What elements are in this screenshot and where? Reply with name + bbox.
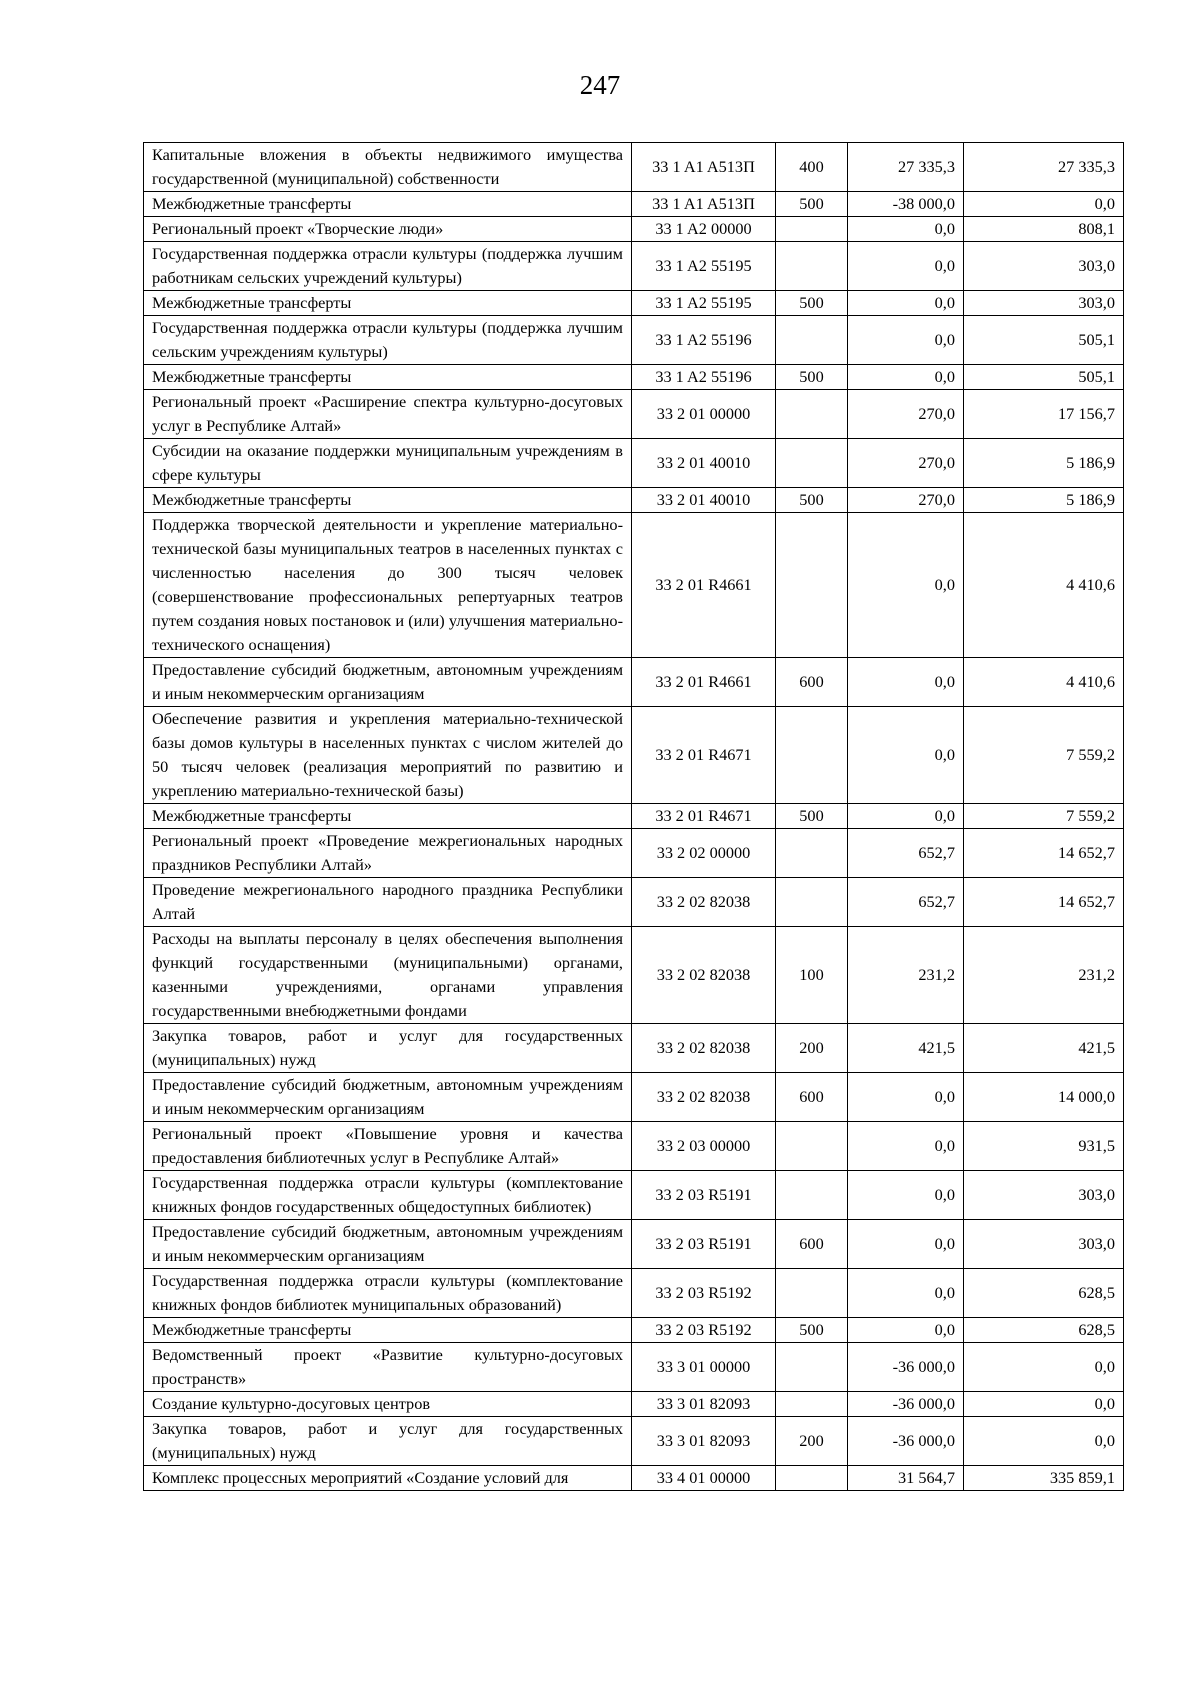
row-code-cell: 33 2 03 R5191 (632, 1171, 776, 1220)
row-code-cell: 33 1 A1 A513П (632, 192, 776, 217)
row-code-cell: 33 2 02 82038 (632, 878, 776, 927)
budget-table (143, 142, 1124, 1491)
row-code-cell: 33 1 A2 55195 (632, 242, 776, 291)
table-row (144, 1343, 1124, 1392)
row-amount-2-cell: 14 652,7 (964, 878, 1124, 927)
row-expense-type-cell: 600 (776, 658, 848, 707)
row-code-cell: 33 2 03 R5191 (632, 1220, 776, 1269)
table-row (144, 365, 1124, 390)
table-row (144, 878, 1124, 927)
row-amount-1-cell: 0,0 (848, 1171, 964, 1220)
table-row (144, 1171, 1124, 1220)
row-amount-2-cell: 4 410,6 (964, 658, 1124, 707)
row-amount-2-cell: 931,5 (964, 1122, 1124, 1171)
row-name-cell: Межбюджетные трансферты (144, 488, 632, 513)
row-name-cell: Комплекс процессных мероприятий «Создание условий для (144, 1466, 632, 1491)
table-row (144, 1318, 1124, 1343)
row-name-cell: Межбюджетные трансферты (144, 365, 632, 390)
row-expense-type-cell (776, 707, 848, 804)
budget-table-body (144, 143, 1124, 1491)
row-amount-2-cell: 231,2 (964, 927, 1124, 1024)
row-expense-type-cell: 500 (776, 804, 848, 829)
table-row (144, 513, 1124, 658)
row-name-cell: Создание культурно-досуговых центров (144, 1392, 632, 1417)
row-amount-2-cell: 303,0 (964, 242, 1124, 291)
row-name-cell: Закупка товаров, работ и услуг для государственных (муниципальных) нужд (144, 1417, 632, 1466)
table-row (144, 829, 1124, 878)
row-name-cell: Государственная поддержка отрасли культуры (комплектование книжных фондов библиотек муниципальных образований) (144, 1269, 632, 1318)
row-expense-type-cell: 400 (776, 143, 848, 192)
row-name-cell: Капитальные вложения в объекты недвижимого имущества государственной (муниципальной) собственности (144, 143, 632, 192)
table-row (144, 242, 1124, 291)
row-amount-2-cell: 7 559,2 (964, 707, 1124, 804)
row-amount-2-cell: 335 859,1 (964, 1466, 1124, 1491)
row-name-cell: Государственная поддержка отрасли культуры (поддержка лучшим работникам сельских учреждений культуры) (144, 242, 632, 291)
table-row (144, 316, 1124, 365)
row-amount-1-cell: 0,0 (848, 804, 964, 829)
table-row (144, 1122, 1124, 1171)
row-expense-type-cell (776, 242, 848, 291)
row-amount-2-cell: 303,0 (964, 291, 1124, 316)
row-amount-1-cell: 31 564,7 (848, 1466, 964, 1491)
row-code-cell: 33 3 01 82093 (632, 1392, 776, 1417)
row-amount-1-cell: 0,0 (848, 1269, 964, 1318)
row-expense-type-cell (776, 1392, 848, 1417)
row-expense-type-cell (776, 878, 848, 927)
row-amount-1-cell: -36 000,0 (848, 1392, 964, 1417)
row-amount-1-cell: 270,0 (848, 488, 964, 513)
row-name-cell: Ведомственный проект «Развитие культурно-досуговых пространств» (144, 1343, 632, 1392)
row-amount-1-cell: 0,0 (848, 365, 964, 390)
row-amount-1-cell: 231,2 (848, 927, 964, 1024)
row-expense-type-cell: 500 (776, 488, 848, 513)
row-code-cell: 33 3 01 82093 (632, 1417, 776, 1466)
row-expense-type-cell: 200 (776, 1417, 848, 1466)
row-amount-1-cell: 270,0 (848, 439, 964, 488)
row-name-cell: Региональный проект «Проведение межрегиональных народных праздников Республики Алтай» (144, 829, 632, 878)
table-row (144, 439, 1124, 488)
row-amount-2-cell: 303,0 (964, 1220, 1124, 1269)
row-code-cell: 33 2 01 40010 (632, 439, 776, 488)
row-expense-type-cell (776, 390, 848, 439)
row-amount-2-cell: 5 186,9 (964, 488, 1124, 513)
row-name-cell: Предоставление субсидий бюджетным, автономным учреждениям и иным некоммерческим организациям (144, 1073, 632, 1122)
row-amount-1-cell: 652,7 (848, 878, 964, 927)
row-amount-1-cell: 0,0 (848, 242, 964, 291)
row-amount-1-cell: 421,5 (848, 1024, 964, 1073)
row-code-cell: 33 2 01 R4661 (632, 658, 776, 707)
row-expense-type-cell (776, 829, 848, 878)
row-amount-2-cell: 17 156,7 (964, 390, 1124, 439)
table-row (144, 804, 1124, 829)
row-name-cell: Межбюджетные трансферты (144, 192, 632, 217)
row-name-cell: Предоставление субсидий бюджетным, автономным учреждениям и иным некоммерческим организациям (144, 1220, 632, 1269)
row-code-cell: 33 2 01 00000 (632, 390, 776, 439)
row-code-cell: 33 3 01 00000 (632, 1343, 776, 1392)
row-amount-2-cell: 628,5 (964, 1269, 1124, 1318)
row-expense-type-cell: 500 (776, 291, 848, 316)
row-amount-2-cell: 505,1 (964, 365, 1124, 390)
row-amount-2-cell: 0,0 (964, 1392, 1124, 1417)
table-row (144, 707, 1124, 804)
row-name-cell: Государственная поддержка отрасли культуры (комплектование книжных фондов государственных общедоступных библиотек) (144, 1171, 632, 1220)
row-amount-2-cell: 421,5 (964, 1024, 1124, 1073)
row-expense-type-cell: 500 (776, 192, 848, 217)
table-row (144, 143, 1124, 192)
row-code-cell: 33 2 03 R5192 (632, 1269, 776, 1318)
table-row (144, 1220, 1124, 1269)
row-amount-2-cell: 0,0 (964, 1343, 1124, 1392)
row-expense-type-cell: 600 (776, 1073, 848, 1122)
row-code-cell: 33 2 03 R5192 (632, 1318, 776, 1343)
table-row (144, 927, 1124, 1024)
row-name-cell: Проведение межрегионального народного праздника Республики Алтай (144, 878, 632, 927)
row-amount-2-cell: 5 186,9 (964, 439, 1124, 488)
row-amount-1-cell: 0,0 (848, 1318, 964, 1343)
row-code-cell: 33 1 A2 55195 (632, 291, 776, 316)
row-amount-1-cell: 0,0 (848, 707, 964, 804)
table-row (144, 192, 1124, 217)
row-amount-2-cell: 505,1 (964, 316, 1124, 365)
row-name-cell: Межбюджетные трансферты (144, 804, 632, 829)
row-amount-1-cell: 270,0 (848, 390, 964, 439)
row-name-cell: Поддержка творческой деятельности и укрепление материально-технической базы муниципальных театров в населенных пунктах с численностью населения до 300 тысяч человек (совершенствование профессиональных репертуарных театров путем создания новых постановок и (или) улучшения материально-технического оснащения) (144, 513, 632, 658)
row-code-cell: 33 1 A2 55196 (632, 365, 776, 390)
table-row (144, 1269, 1124, 1318)
row-code-cell: 33 2 02 00000 (632, 829, 776, 878)
row-name-cell: Предоставление субсидий бюджетным, автономным учреждениям и иным некоммерческим организациям (144, 658, 632, 707)
row-code-cell: 33 4 01 00000 (632, 1466, 776, 1491)
row-expense-type-cell: 500 (776, 365, 848, 390)
table-row (144, 1417, 1124, 1466)
table-row (144, 217, 1124, 242)
row-name-cell: Межбюджетные трансферты (144, 291, 632, 316)
row-name-cell: Региональный проект «Творческие люди» (144, 217, 632, 242)
row-expense-type-cell: 500 (776, 1318, 848, 1343)
row-expense-type-cell (776, 316, 848, 365)
row-amount-1-cell: 0,0 (848, 658, 964, 707)
row-amount-1-cell: 0,0 (848, 513, 964, 658)
row-amount-1-cell: 27 335,3 (848, 143, 964, 192)
page-number: 247 (579, 70, 621, 100)
row-name-cell: Региональный проект «Повышение уровня и качества предоставления библиотечных услуг в Республике Алтай» (144, 1122, 632, 1171)
row-expense-type-cell (776, 1122, 848, 1171)
table-row (144, 658, 1124, 707)
row-expense-type-cell (776, 1466, 848, 1491)
row-amount-2-cell: 808,1 (964, 217, 1124, 242)
row-name-cell: Межбюджетные трансферты (144, 1318, 632, 1343)
table-row (144, 390, 1124, 439)
row-code-cell: 33 2 02 82038 (632, 1024, 776, 1073)
row-amount-1-cell: -36 000,0 (848, 1343, 964, 1392)
row-expense-type-cell (776, 1269, 848, 1318)
row-code-cell: 33 2 01 R4661 (632, 513, 776, 658)
row-code-cell: 33 2 01 40010 (632, 488, 776, 513)
row-name-cell: Расходы на выплаты персоналу в целях обеспечения выполнения функций государственными (муниципальными) органами, казенными учреждениями, органами управления государственными внебюджетными фондами (144, 927, 632, 1024)
table-row (144, 1392, 1124, 1417)
row-amount-1-cell: -38 000,0 (848, 192, 964, 217)
row-expense-type-cell (776, 513, 848, 658)
row-amount-2-cell: 27 335,3 (964, 143, 1124, 192)
row-code-cell: 33 2 02 82038 (632, 927, 776, 1024)
row-amount-1-cell: 652,7 (848, 829, 964, 878)
table-row (144, 1073, 1124, 1122)
row-code-cell: 33 2 01 R4671 (632, 707, 776, 804)
row-amount-1-cell: 0,0 (848, 1073, 964, 1122)
row-amount-2-cell: 628,5 (964, 1318, 1124, 1343)
row-amount-2-cell: 0,0 (964, 192, 1124, 217)
row-amount-1-cell: 0,0 (848, 217, 964, 242)
row-expense-type-cell: 600 (776, 1220, 848, 1269)
row-name-cell: Государственная поддержка отрасли культуры (поддержка лучшим сельским учреждениям культуры) (144, 316, 632, 365)
row-expense-type-cell (776, 1343, 848, 1392)
table-row (144, 1466, 1124, 1491)
row-name-cell: Закупка товаров, работ и услуг для государственных (муниципальных) нужд (144, 1024, 632, 1073)
row-amount-1-cell: 0,0 (848, 291, 964, 316)
table-row (144, 1024, 1124, 1073)
row-name-cell: Обеспечение развития и укрепления материально-технической базы домов культуры в населенных пунктах с числом жителей до 50 тысяч человек (реализация мероприятий по развитию и укреплению материально-технической базы) (144, 707, 632, 804)
row-code-cell: 33 1 A1 A513П (632, 143, 776, 192)
row-name-cell: Субсидии на оказание поддержки муниципальным учреждениям в сфере культуры (144, 439, 632, 488)
row-expense-type-cell (776, 1171, 848, 1220)
row-amount-2-cell: 7 559,2 (964, 804, 1124, 829)
row-amount-1-cell: 0,0 (848, 1220, 964, 1269)
row-code-cell: 33 2 03 00000 (632, 1122, 776, 1171)
table-row (144, 291, 1124, 316)
row-amount-1-cell: 0,0 (848, 316, 964, 365)
row-amount-2-cell: 14 652,7 (964, 829, 1124, 878)
row-amount-1-cell: -36 000,0 (848, 1417, 964, 1466)
row-amount-2-cell: 303,0 (964, 1171, 1124, 1220)
row-code-cell: 33 1 A2 00000 (632, 217, 776, 242)
row-amount-2-cell: 0,0 (964, 1417, 1124, 1466)
row-amount-2-cell: 14 000,0 (964, 1073, 1124, 1122)
row-amount-1-cell: 0,0 (848, 1122, 964, 1171)
table-row (144, 488, 1124, 513)
row-amount-2-cell: 4 410,6 (964, 513, 1124, 658)
row-expense-type-cell (776, 217, 848, 242)
row-name-cell: Региональный проект «Расширение спектра культурно-досуговых услуг в Республике Алтай» (144, 390, 632, 439)
row-code-cell: 33 2 01 R4671 (632, 804, 776, 829)
row-expense-type-cell: 100 (776, 927, 848, 1024)
row-code-cell: 33 1 A2 55196 (632, 316, 776, 365)
row-code-cell: 33 2 02 82038 (632, 1073, 776, 1122)
row-expense-type-cell: 200 (776, 1024, 848, 1073)
row-expense-type-cell (776, 439, 848, 488)
